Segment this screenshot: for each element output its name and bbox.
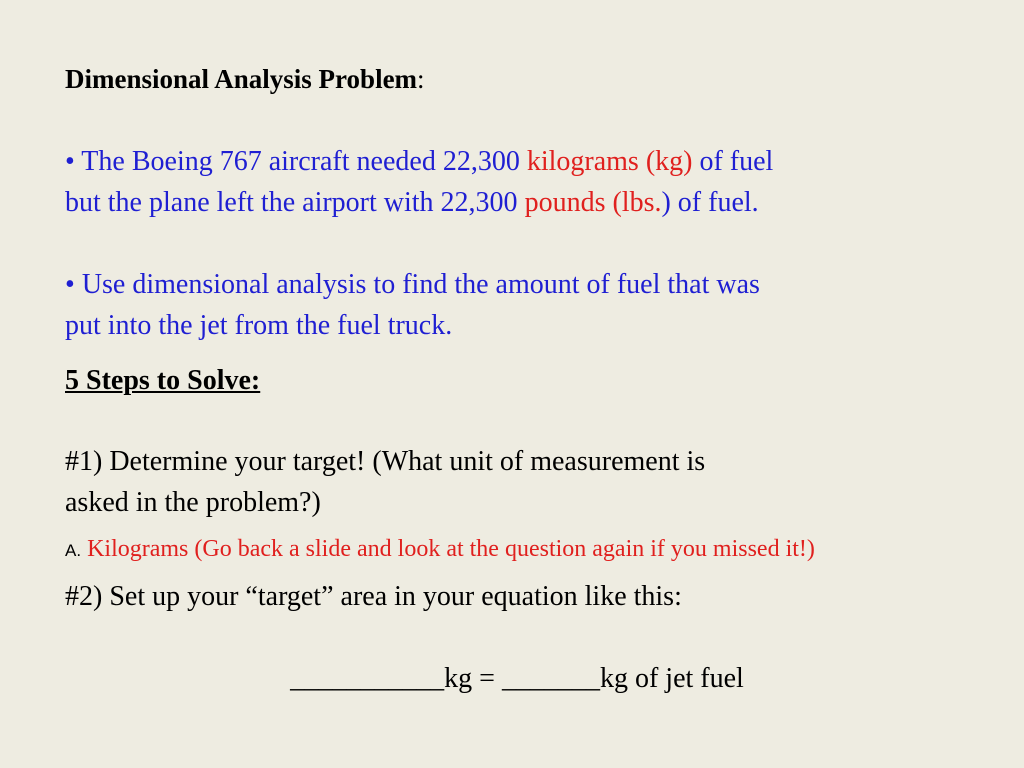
bullet2-text-a: Use dimensional analysis to find the amount of fuel that was — [74, 269, 760, 300]
bullet1-text-c: but the plane left the airport with 22,300 — [65, 187, 525, 218]
title-colon: : — [417, 64, 425, 94]
steps-heading: 5 Steps to Solve: — [65, 365, 261, 396]
step1-line2: asked in the problem?) — [65, 487, 321, 518]
target-equation: ___________kg = _______kg of jet fuel — [290, 663, 744, 694]
answer-text: Kilograms (Go back a slide and look at the question again if you missed it!) — [81, 536, 815, 562]
bullet1-text-d: ) of fuel. — [661, 187, 759, 218]
step1-answer — [65, 534, 815, 566]
step1-line1: #1) Determine your target! (What unit of measurement is — [65, 446, 706, 477]
answer-marker: A. — [65, 541, 82, 560]
bullet-point: • — [65, 269, 75, 300]
bullet1-line1 — [65, 145, 773, 179]
slide-title — [65, 62, 425, 96]
step2-text: #2) Set up your “target” area in your equation like this: — [65, 581, 682, 612]
bullet2-line2: put into the jet from the fuel truck. — [65, 310, 453, 341]
bullet1-line2 — [65, 186, 759, 220]
bullet-point: • — [65, 146, 75, 177]
pounds-highlight: pounds (lbs. — [524, 187, 662, 218]
title-text: Dimensional Analysis Problem — [65, 64, 418, 94]
bullet1-text-b: of fuel — [692, 146, 774, 177]
bullet1-text-a: The Boeing 767 aircraft needed 22,300 — [74, 146, 527, 177]
kilograms-highlight: kilograms (kg) — [526, 146, 693, 177]
bullet2-line1 — [65, 268, 760, 302]
